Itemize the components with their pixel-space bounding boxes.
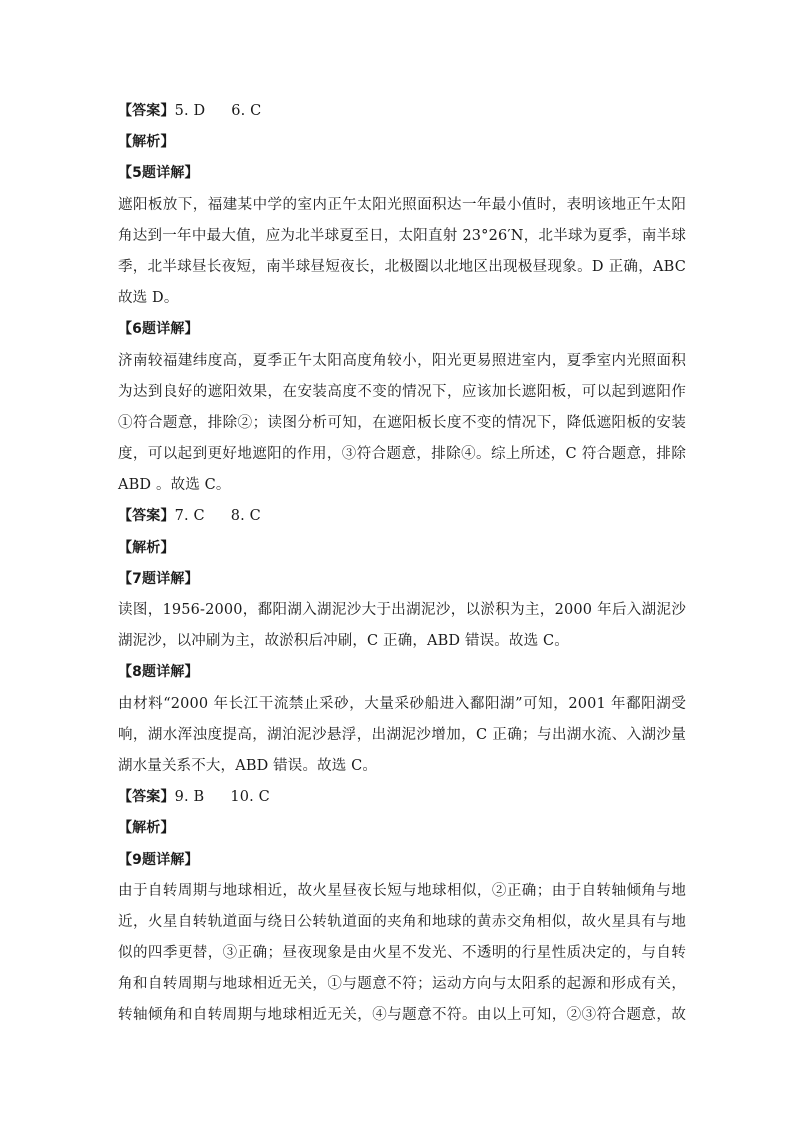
- answer-item: 9. B: [174, 789, 205, 806]
- text-line: 为达到良好的遮阳效果，在安装高度不变的情况下，应该加长遮阳板，可以起到遮阳作: [118, 383, 686, 400]
- text-line: 角达到一年中最大值，应为北半球夏至日，太阳直射 23°26′N，北半球为夏季，南半球: [118, 227, 686, 244]
- answer-label: 【答案】: [118, 508, 175, 525]
- question-5-heading: 【5题详解】: [118, 165, 199, 182]
- answer-item: 7. C: [174, 508, 205, 525]
- question-8-heading: 【8题详解】: [118, 664, 199, 681]
- text-line: 近，火星自转轨道面与绕日公转轨道面的夹角和地球的黄赤交角相似，故火星具有与地: [118, 913, 686, 930]
- question-7-explanation: [118, 595, 686, 657]
- text-line: 似的四季更替，③正确；昼夜现象是由火星不发光、不透明的行星性质决定的，与自转: [118, 945, 686, 962]
- analysis-heading: 【解析】: [118, 134, 175, 151]
- text-line: ①符合题意，排除②；读图分析可知，在遮阳板长度不变的情况下，降低遮阳板的安装: [118, 414, 686, 431]
- answer-line: [118, 501, 686, 532]
- text-line: ABD 。故选 C。: [118, 477, 231, 494]
- answer-item: 8. C: [230, 508, 261, 525]
- text-line: 由于自转周期与地球相近，故火星昼夜长短与地球相似，②正确；由于自转轴倾角与地: [118, 882, 686, 899]
- text-line: 由材料“2000 年长江干流禁止采砂，大量采砂船进入鄱阳湖”可知，2001 年鄱阳湖受: [118, 695, 686, 712]
- text-line: 济南较福建纬度高，夏季正午太阳高度角较小，阳光更易照进室内，夏季室内光照面积: [118, 352, 686, 369]
- analysis-heading: 【解析】: [118, 539, 175, 556]
- text-line: 响，湖水浑浊度提高，湖泊泥沙悬浮，出湖泥沙增加，C 正确；与出湖水流、入湖沙量: [118, 726, 686, 743]
- question-7-heading: 【7题详解】: [118, 570, 199, 587]
- answer-label: 【答案】: [118, 789, 175, 806]
- text-line: 湖泥沙，以冲刷为主，故淤积后冲刷，C 正确，ABD 错误。故选 C。: [118, 633, 569, 650]
- text-line: 转轴倾角和自转周期与地球相近无关，④与题意不符。由以上可知，②③符合题意，故: [118, 1007, 686, 1024]
- answer-item: 6. C: [231, 103, 262, 119]
- question-9-explanation: [118, 876, 686, 1032]
- document-page: [118, 96, 686, 1032]
- text-line: 读图，1956-2000，鄱阳湖入湖泥沙大于出湖泥沙，以淤积为主，2000 年后入湖泥沙: [118, 602, 686, 618]
- question-9-heading: 【9题详解】: [118, 851, 199, 868]
- answer-line: [118, 96, 686, 127]
- text-line: 角和自转周期与地球相近无关，①与题意不符；运动方向与太阳系的起源和形成有关，: [118, 976, 686, 993]
- answer-item: 10. C: [230, 789, 270, 806]
- question-5-explanation: [118, 190, 686, 315]
- question-8-explanation: [118, 689, 686, 783]
- answer-item: 5. D: [174, 103, 206, 119]
- question-6-heading: 【6题详解】: [118, 321, 199, 338]
- text-line: 湖水量关系不大，ABD 错误。故选 C。: [118, 757, 378, 774]
- answer-line: [118, 782, 686, 813]
- text-line: 故选 D。: [118, 290, 179, 307]
- analysis-heading: 【解析】: [118, 820, 175, 837]
- text-line: 度，可以起到更好地遮阳的作用，③符合题意，排除④。综上所述，C 符合题意，排除: [118, 446, 686, 463]
- answer-label: 【答案】: [118, 103, 175, 119]
- text-line: 季，北半球昼长夜短，南半球昼短夜长，北极圈以北地区出现极昼现象。D 正确，ABC: [118, 258, 686, 275]
- question-6-explanation: [118, 346, 686, 502]
- text-line: 遮阳板放下，福建某中学的室内正午太阳光照面积达一年最小值时，表明该地正午太阳: [118, 196, 686, 213]
